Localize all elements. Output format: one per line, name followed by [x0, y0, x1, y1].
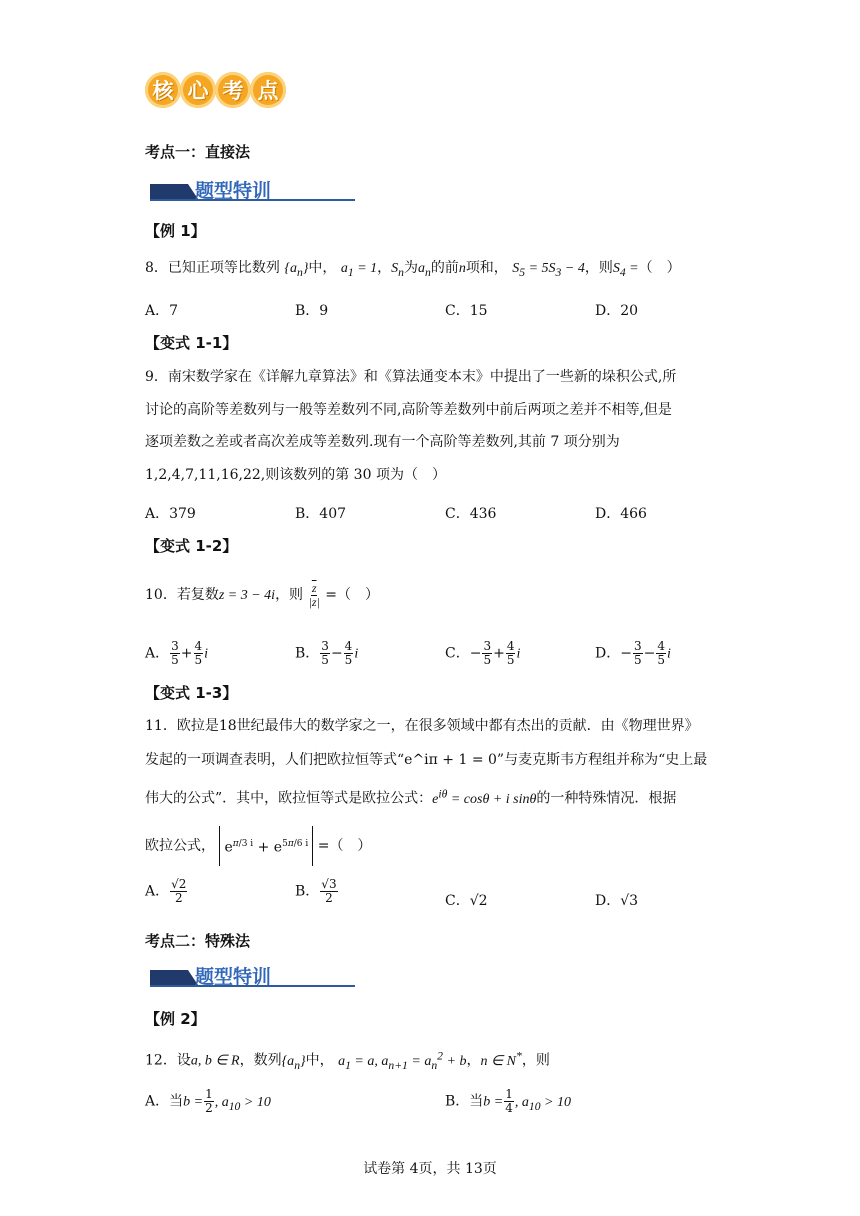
option-a: A． $\frac{3}{5}$ + $\frac{4}{5}$ i	[145, 639, 209, 667]
question-type-banner	[150, 965, 355, 991]
question-11-line: 欧拉公式， $e^{\pi/3 i} + e^{5\pi/6 i}$ =（ ）	[145, 826, 371, 866]
question-9-line: 讨论的高阶等差数列与一般等差数列不同,高阶等差数列中前后两项之差并不相等,但是	[145, 402, 672, 418]
badge-char: 心	[180, 72, 216, 108]
option-b: B．407	[295, 506, 347, 522]
section-heading-1: 考点一：直接法	[145, 143, 251, 161]
option-b: B．9	[295, 303, 329, 319]
option-d: D．466	[595, 506, 647, 522]
question-10: 10．若复数z = 3 − 4i，则 $\frac{\overline{z}}{|z|}$ =（ ）	[145, 580, 379, 609]
question-9-line: 逐项差数之差或者高次差成等差数列.现有一个高阶等差数列,其前 7 项分别为	[145, 434, 620, 450]
option-c: C．√2	[445, 893, 488, 909]
option-b: B．当b = $\frac{1}{4}$ , $a_{10} > 10$	[445, 1087, 571, 1115]
option-a: A．379	[145, 506, 196, 522]
core-points-badge	[145, 72, 285, 108]
banner-title: 题型特训	[195, 966, 272, 988]
option-b: B． $\frac{√3}{2}$	[295, 877, 337, 905]
question-9-line: 9．南宋数学家在《详解九章算法》和《算法通变本末》中提出了一些新的垛积公式,所	[145, 369, 677, 385]
option-d: D．20	[595, 303, 639, 319]
section-heading-2: 考点二：特殊法	[145, 932, 251, 950]
badge-char: 考	[215, 72, 251, 108]
variant-label: 【变式 1-1】	[145, 334, 238, 352]
option-d: D．− $\frac{3}{5}$ − $\frac{4}{5}$ i	[595, 639, 671, 667]
option-c: C．− $\frac{3}{5}$ + $\frac{4}{5}$ i	[445, 639, 521, 667]
question-9-line: 1,2,4,7,11,16,22,则该数列的第 30 项为（ ）	[145, 467, 446, 483]
question-11-line: 11．欧拉是18世纪最伟大的数学家之一，在很多领域中都有杰出的贡献．由《物理世界》	[145, 718, 699, 734]
banner-title: 题型特训	[195, 180, 272, 202]
badge-char: 点	[250, 72, 286, 108]
option-a: A． $\frac{√2}{2}$	[145, 877, 187, 905]
example-label: 【例 2】	[145, 1010, 206, 1028]
question-11-line: 发起的一项调查表明，人们把欧拉恒等式“e^iπ + 1 = 0”与麦克斯韦方程组并称为“史上最	[145, 752, 708, 768]
question-type-banner	[150, 179, 355, 205]
question-8: 8．已知正项等比数列 $\{a_n\}$中， $a_1 = 1$，$S_n$为$a_n$的前n项和， $S_5 = 5S_3 - 4$，则$S_4$ =（ ）	[145, 260, 681, 279]
example-label: 【例 1】	[145, 222, 206, 240]
option-a: A．7	[145, 303, 179, 319]
variant-label: 【变式 1-3】	[145, 684, 238, 702]
option-b: B． $\frac{3}{5}$ − $\frac{4}{5}$ i	[295, 639, 359, 667]
option-c: C．15	[445, 303, 488, 319]
question-12: 12．设a, b ∈ R，数列$\{a_n\}$中， $a_1 = a$, $a_{n+1} = a_n^2 + b$，n ∈ N*，则	[145, 1049, 550, 1072]
question-11-line: 伟大的公式”．其中，欧拉恒等式是欧拉公式：$e^{i\theta} = \cos\theta + i$ sinθ的一种特殊情况．根据	[145, 787, 677, 807]
page-footer: 试卷第 4页，共 13页	[363, 1161, 497, 1177]
option-c: C．436	[445, 506, 497, 522]
option-d: D．√3	[595, 893, 639, 909]
option-a: A．当b = $\frac{1}{2}$ , $a_{10} > 10$	[145, 1087, 271, 1115]
badge-char: 核	[145, 72, 181, 108]
variant-label: 【变式 1-2】	[145, 537, 238, 555]
